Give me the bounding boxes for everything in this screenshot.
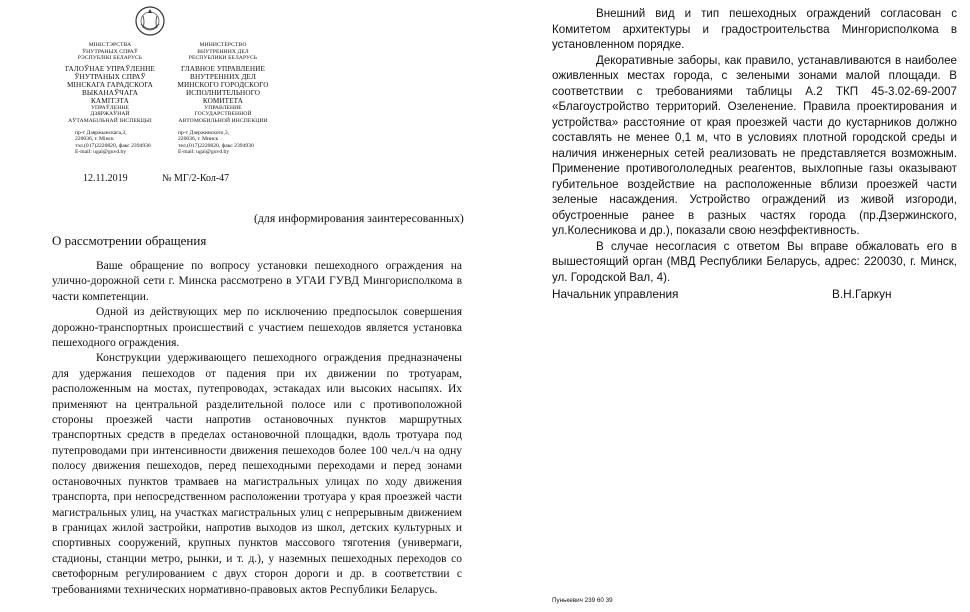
department-by-line-1: ГАЛОЎНАЕ УПРАЎЛЕННЕ — [65, 64, 155, 73]
paragraph: В случае несогласия с ответом Вы вправе обжаловать его в вышестоящий орган (МВД Республики Беларусь, адрес: 220030, г. Минск, ул. Городской Вал, 4). — [552, 239, 957, 284]
department-ru-line-3: МИНСКОГО ГОРОДСКОГО — [177, 80, 269, 89]
department-ru-line-2: ВНУТРЕННИХ ДЕЛ — [190, 72, 256, 81]
unit-by-line-2: ДЗЯРЖАЎНАЙ — [90, 111, 130, 118]
unit-ru-line-1: УПРАВЛЕНИЕ — [204, 104, 242, 111]
ministry-by-line-3: РЭСПУБЛІКІ БЕЛАРУСЬ — [77, 55, 143, 62]
address-by-line-1: пр-т Дзяржынскага,3, — [75, 130, 127, 136]
paragraph: Конструкции удерживающего пешеходного ограждения предназначены для удержания пешеходов от падения при их движении по тротуарам, расположенным на мостах, путепроводах, эстакадах или высоких насыпях. Их применяют на центральной разделительной полосе или с противоположной стороны проезжей части напротив остановочных пунктов маршрутных транспортных средств в пределах остановочной площадки, вдоль тротуара под путепроводами при интенсивности движения пешеходов более 100 чел./ч на одну полосу движения пешеходов, перед пешеходными переходами и перед зонами остановочных пунктов трамваев на магистральных улицах по ходу движения транспорта, при непосредственном расположении тротуара у края проезжей части магистральных улиц, на участках магистральных улиц с непрерывным движением в границах жилой застройки, напротив выходов из школ, детских культурных и спортивных сооружений, крупных пунктов массового тяготения (универмаги, стадионы, станции метро, рынки, и т. д.), у наземных пешеходных переходов со светофорным регулированием с двух сторон дороги и др. в соответствии с требованиями технических нормативно-правовых актов Республики Беларусь. — [52, 352, 462, 596]
address-russian — [178, 130, 254, 155]
signatory-title: Начальник управления — [552, 287, 679, 301]
paragraph: Ваше обращение по вопросу установки пешеходного ограждения на улично-дорожной сети г. Минска рассмотрено в УГАИ ГУВД Мингорисполкома в части компетенции. — [52, 260, 462, 303]
ministry-ru-line-2: ВНУТРЕННИХ ДЕЛ — [197, 48, 249, 55]
letter-subject: О рассмотрении обращения — [52, 233, 207, 248]
letter-page-1 — [0, 0, 470, 612]
letter-date: 12.11.2019 — [83, 173, 128, 184]
address-ru-line-4: E-mail: ugai@guvd.by — [178, 148, 230, 155]
unit-by-line-3: АЎТАМАБІЛЬНАЙ ІНСПЕКЦЫІ — [68, 117, 152, 124]
letter-body-part-1 — [52, 259, 462, 598]
letter-page-2 — [500, 0, 970, 612]
address-by-line-2: 220036, г. Мінск — [75, 136, 114, 143]
ministry-by-line-2: ЎНУТРАНЫХ СПРАЎ — [82, 48, 138, 55]
address-belarusian — [75, 130, 151, 155]
signatory-name: В.Н.Гаркун — [832, 287, 892, 301]
paragraph: Декоративные заборы, как правило, устанавливаются в наиболее оживленных местах города, с зелеными зонами малой площади. В соответствии с требованиями таблицы А.2 ТКП 45-3.02-69-2007 «Благоустройство территорий. Озеленение. Правила проектирования и устройства» расстояние от края проезжей части до кустарников должно составлять не менее 0,1 м, что в условиях плотной городской среды и наличия инженерных сетей реализовать не представляется возможным. Применение противогололедных реагентов, выхлопные газы оказывают губительное воздействие на расположенные вблизи проезжей части зеленые насаждения. Устройство ограждений из живой изгороди, обустроенные ранее в разных частях города (пр.Дзержинского, ул.Колесникова и др.), показали свою неэффективность. — [552, 53, 957, 237]
addressee-note: (для информирования заинтересованных) — [254, 211, 464, 225]
address-ru-line-1: пр-т Дзержинского,3, — [178, 130, 230, 136]
belarus-coat-of-arms-icon — [133, 4, 167, 38]
department-ru-line-1: ГЛАВНОЕ УПРАВЛЕНИЕ — [181, 64, 265, 73]
address-ru-line-2: 220036, г. Минск — [178, 136, 219, 143]
paragraph: Внешний вид и тип пешеходных ограждений согласован с Комитетом архитектуры и градостроительства Мингорисполкома в установленном порядке. — [552, 7, 957, 51]
unit-by-line-1: УПРАЎЛЕННЕ — [90, 104, 130, 111]
department-by-line-2: ЎНУТРАНЫХ СПРАЎ — [74, 72, 146, 81]
unit-ru-line-2: ГОСУДАРСТВЕННОЙ — [194, 111, 252, 118]
paragraph: Одной из действующих мер по исключению предпосылок совершения дорожно-транспортных происшествий с участием пешеходов является установка пешеходного ограждения. — [52, 306, 462, 350]
department-by-line-5: КАМІТЭТА — [91, 96, 129, 105]
registration-number: № МГ/2-Кол-47 — [162, 173, 230, 184]
address-by-line-4: E-mail: ugai@guvd.by — [75, 148, 127, 155]
letter-body-part-2 — [552, 6, 957, 285]
department-ru-line-5: КОМИТЕТА — [202, 96, 244, 105]
department-by-line-4: ВЫКАНАЎЧАГА — [81, 88, 139, 97]
address-ru-line-3: тел.(017)2220820, факс 2394930 — [178, 142, 254, 149]
letterhead-russian — [163, 42, 283, 125]
letterhead-belarusian — [50, 42, 170, 125]
address-by-line-3: тэл.(017)2220820, факс 2394930 — [75, 142, 151, 149]
executor-footer: Пунькевич 239 60 39 — [552, 597, 613, 604]
department-by-line-3: МІНСКАГА ГАРАДСКОГА — [67, 80, 153, 89]
unit-ru-line-3: АВТОМОБИЛЬНОЙ ИНСПЕКЦИИ — [178, 117, 268, 124]
ministry-ru-line-3: РЕСПУБЛИКИ БЕЛАРУСЬ — [188, 55, 258, 62]
ministry-by-line-1: МІНІСТЭРСТВА — [88, 42, 132, 48]
ministry-ru-line-1: МИНИСТЕРСТВО — [199, 42, 247, 48]
department-ru-line-4: ИСПОЛНИТЕЛЬНОГО — [186, 88, 260, 97]
